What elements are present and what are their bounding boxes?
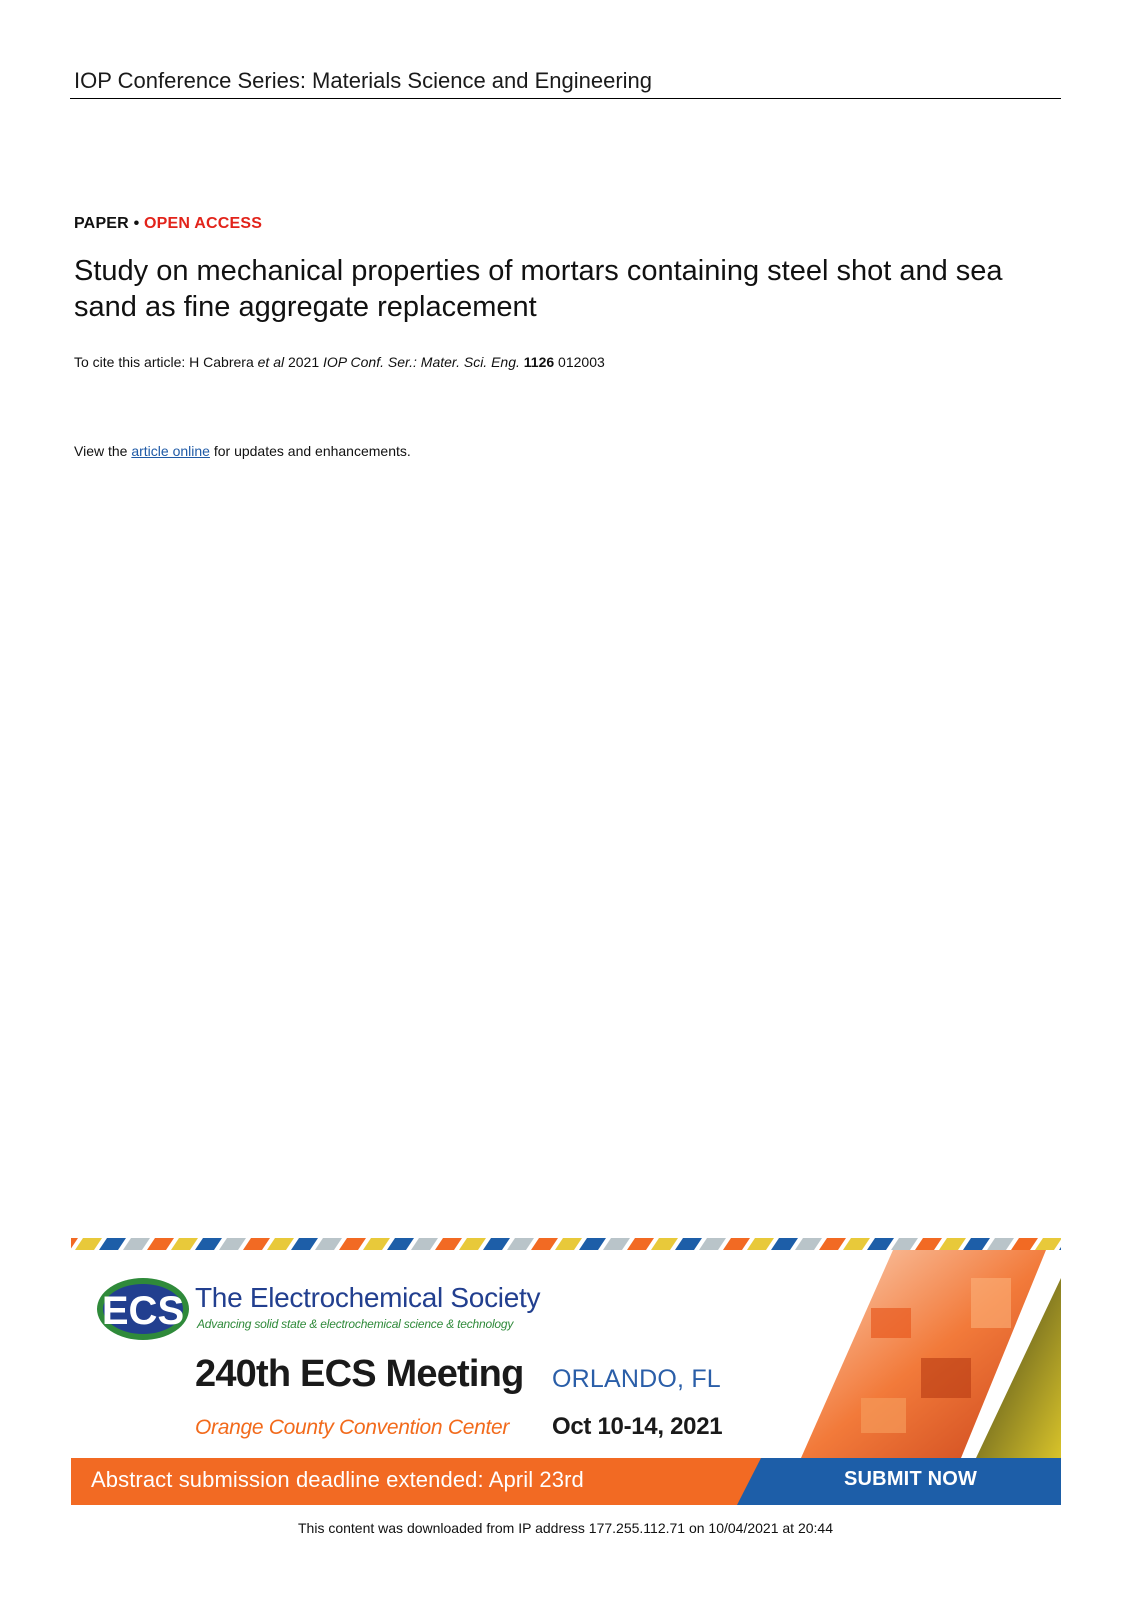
journal-name: IOP Conference Series: Materials Science and Engineering — [74, 68, 653, 93]
meeting-title: 240th ECS Meeting — [195, 1353, 524, 1395]
ecs-advert-banner[interactable] — [71, 1238, 1061, 1505]
download-note: This content was downloaded from IP address 177.255.112.71 on 10/04/2021 at 20:44 — [298, 1520, 833, 1536]
cite-journal: IOP Conf. Ser.: Mater. Sci. Eng. — [323, 354, 520, 370]
paper-type-line — [74, 215, 262, 233]
view-online-line — [74, 443, 411, 459]
meeting-city: ORLANDO, FL — [552, 1365, 721, 1393]
ecs-logo-icon — [95, 1274, 191, 1344]
cite-article-number: 012003 — [554, 354, 605, 370]
submit-now-button[interactable]: SUBMIT NOW — [844, 1468, 978, 1490]
cite-prefix: To cite this article: H Cabrera — [74, 354, 258, 370]
paper-label: PAPER — [74, 215, 129, 232]
cite-et-al: et al — [257, 354, 285, 370]
separator: • — [128, 215, 145, 232]
open-access-label: OPEN ACCESS — [144, 215, 263, 232]
society-tagline: Advancing solid state & electrochemical science & technology — [197, 1317, 514, 1331]
view-prefix: View the — [74, 443, 132, 459]
citation — [74, 354, 605, 370]
article-online-link[interactable]: article online — [131, 443, 210, 459]
header-rule — [70, 98, 1061, 99]
meeting-venue: Orange County Convention Center — [195, 1416, 510, 1439]
cite-year: 2021 — [284, 354, 324, 370]
article-title: Study on mechanical properties of mortars containing steel shot and sea sand as fine aggregate replacement — [74, 255, 1003, 323]
cite-volume: 1126 — [523, 354, 555, 370]
society-name: The Electrochemical Society — [195, 1282, 541, 1313]
meeting-dates: Oct 10-14, 2021 — [552, 1413, 723, 1440]
ecs-logo-text: ECS — [101, 1289, 185, 1333]
deadline-text: Abstract submission deadline extended: April 23rd — [91, 1467, 584, 1492]
view-suffix: for updates and enhancements. — [209, 443, 411, 459]
